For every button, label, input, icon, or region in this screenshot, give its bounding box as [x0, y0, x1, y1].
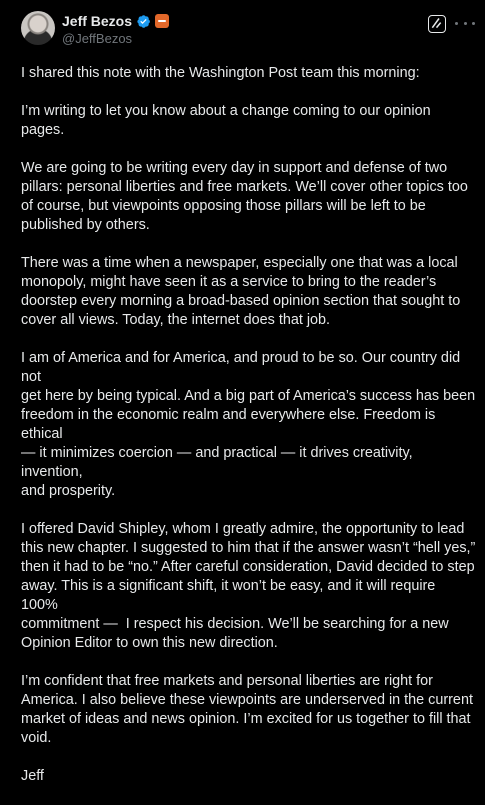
post-signature: Jeff — [21, 768, 44, 784]
grok-icon[interactable] — [428, 15, 446, 33]
author-avatar[interactable] — [21, 11, 55, 45]
post-body — [21, 64, 476, 805]
more-dot — [472, 22, 475, 25]
post-paragraph-7: I’m confident that free markets and personal liberties are right for America. I also believe these viewpoints are underserved in the current market of ideas and news opinion. I’m excited for us together to fill that void. — [21, 673, 473, 746]
more-dot — [464, 22, 467, 25]
post-paragraph-4: There was a time when a newspaper, especially one that was a local monopoly, might have seen it as a service to bring to the reader’s doorstep every morning a broad-based opinion section that sought to cover all views. Today, the internet does that job. — [21, 255, 461, 328]
verified-badge-icon[interactable] — [136, 14, 151, 29]
affiliation-badge-icon[interactable] — [155, 14, 169, 28]
more-dot — [455, 22, 458, 25]
post-header — [21, 11, 475, 51]
author-name-row — [62, 13, 169, 29]
post-paragraph-5: I am of America and for America, and proud to be so. Our country did not get here by being typical. And a big part of America’s success has been freedom in the economic realm and everywhere else. Freedom is ethical — it minimizes coercion — and practical — it drives creativity, invention, and prosperity. — [21, 350, 476, 499]
post-paragraph-1: I shared this note with the Washington Post team this morning: — [21, 65, 420, 81]
post-paragraph-6: I offered David Shipley, whom I greatly admire, the opportunity to lead this new chapter. I suggested to him that if the answer wasn’t “hell yes,” then it had to be “no.” After careful consideration, David decided to step away. This is a significant shift, it won’t be easy, and it will require 100% commitment — I respect his decision. We’ll be searching for a new Opinion Editor to own this new direction. — [21, 521, 476, 651]
author-display-name[interactable]: Jeff Bezos — [62, 13, 133, 29]
more-options-icon[interactable] — [455, 16, 475, 30]
author-handle[interactable]: @JeffBezos — [62, 31, 133, 46]
post-paragraph-3: We are going to be writing every day in support and defense of two pillars: personal liberties and free markets. We’ll cover other topics too of course, but viewpoints opposing those pillars will be left to be published by others. — [21, 160, 468, 233]
post-paragraph-2: I’m writing to let you know about a change coming to our opinion pages. — [21, 103, 435, 138]
